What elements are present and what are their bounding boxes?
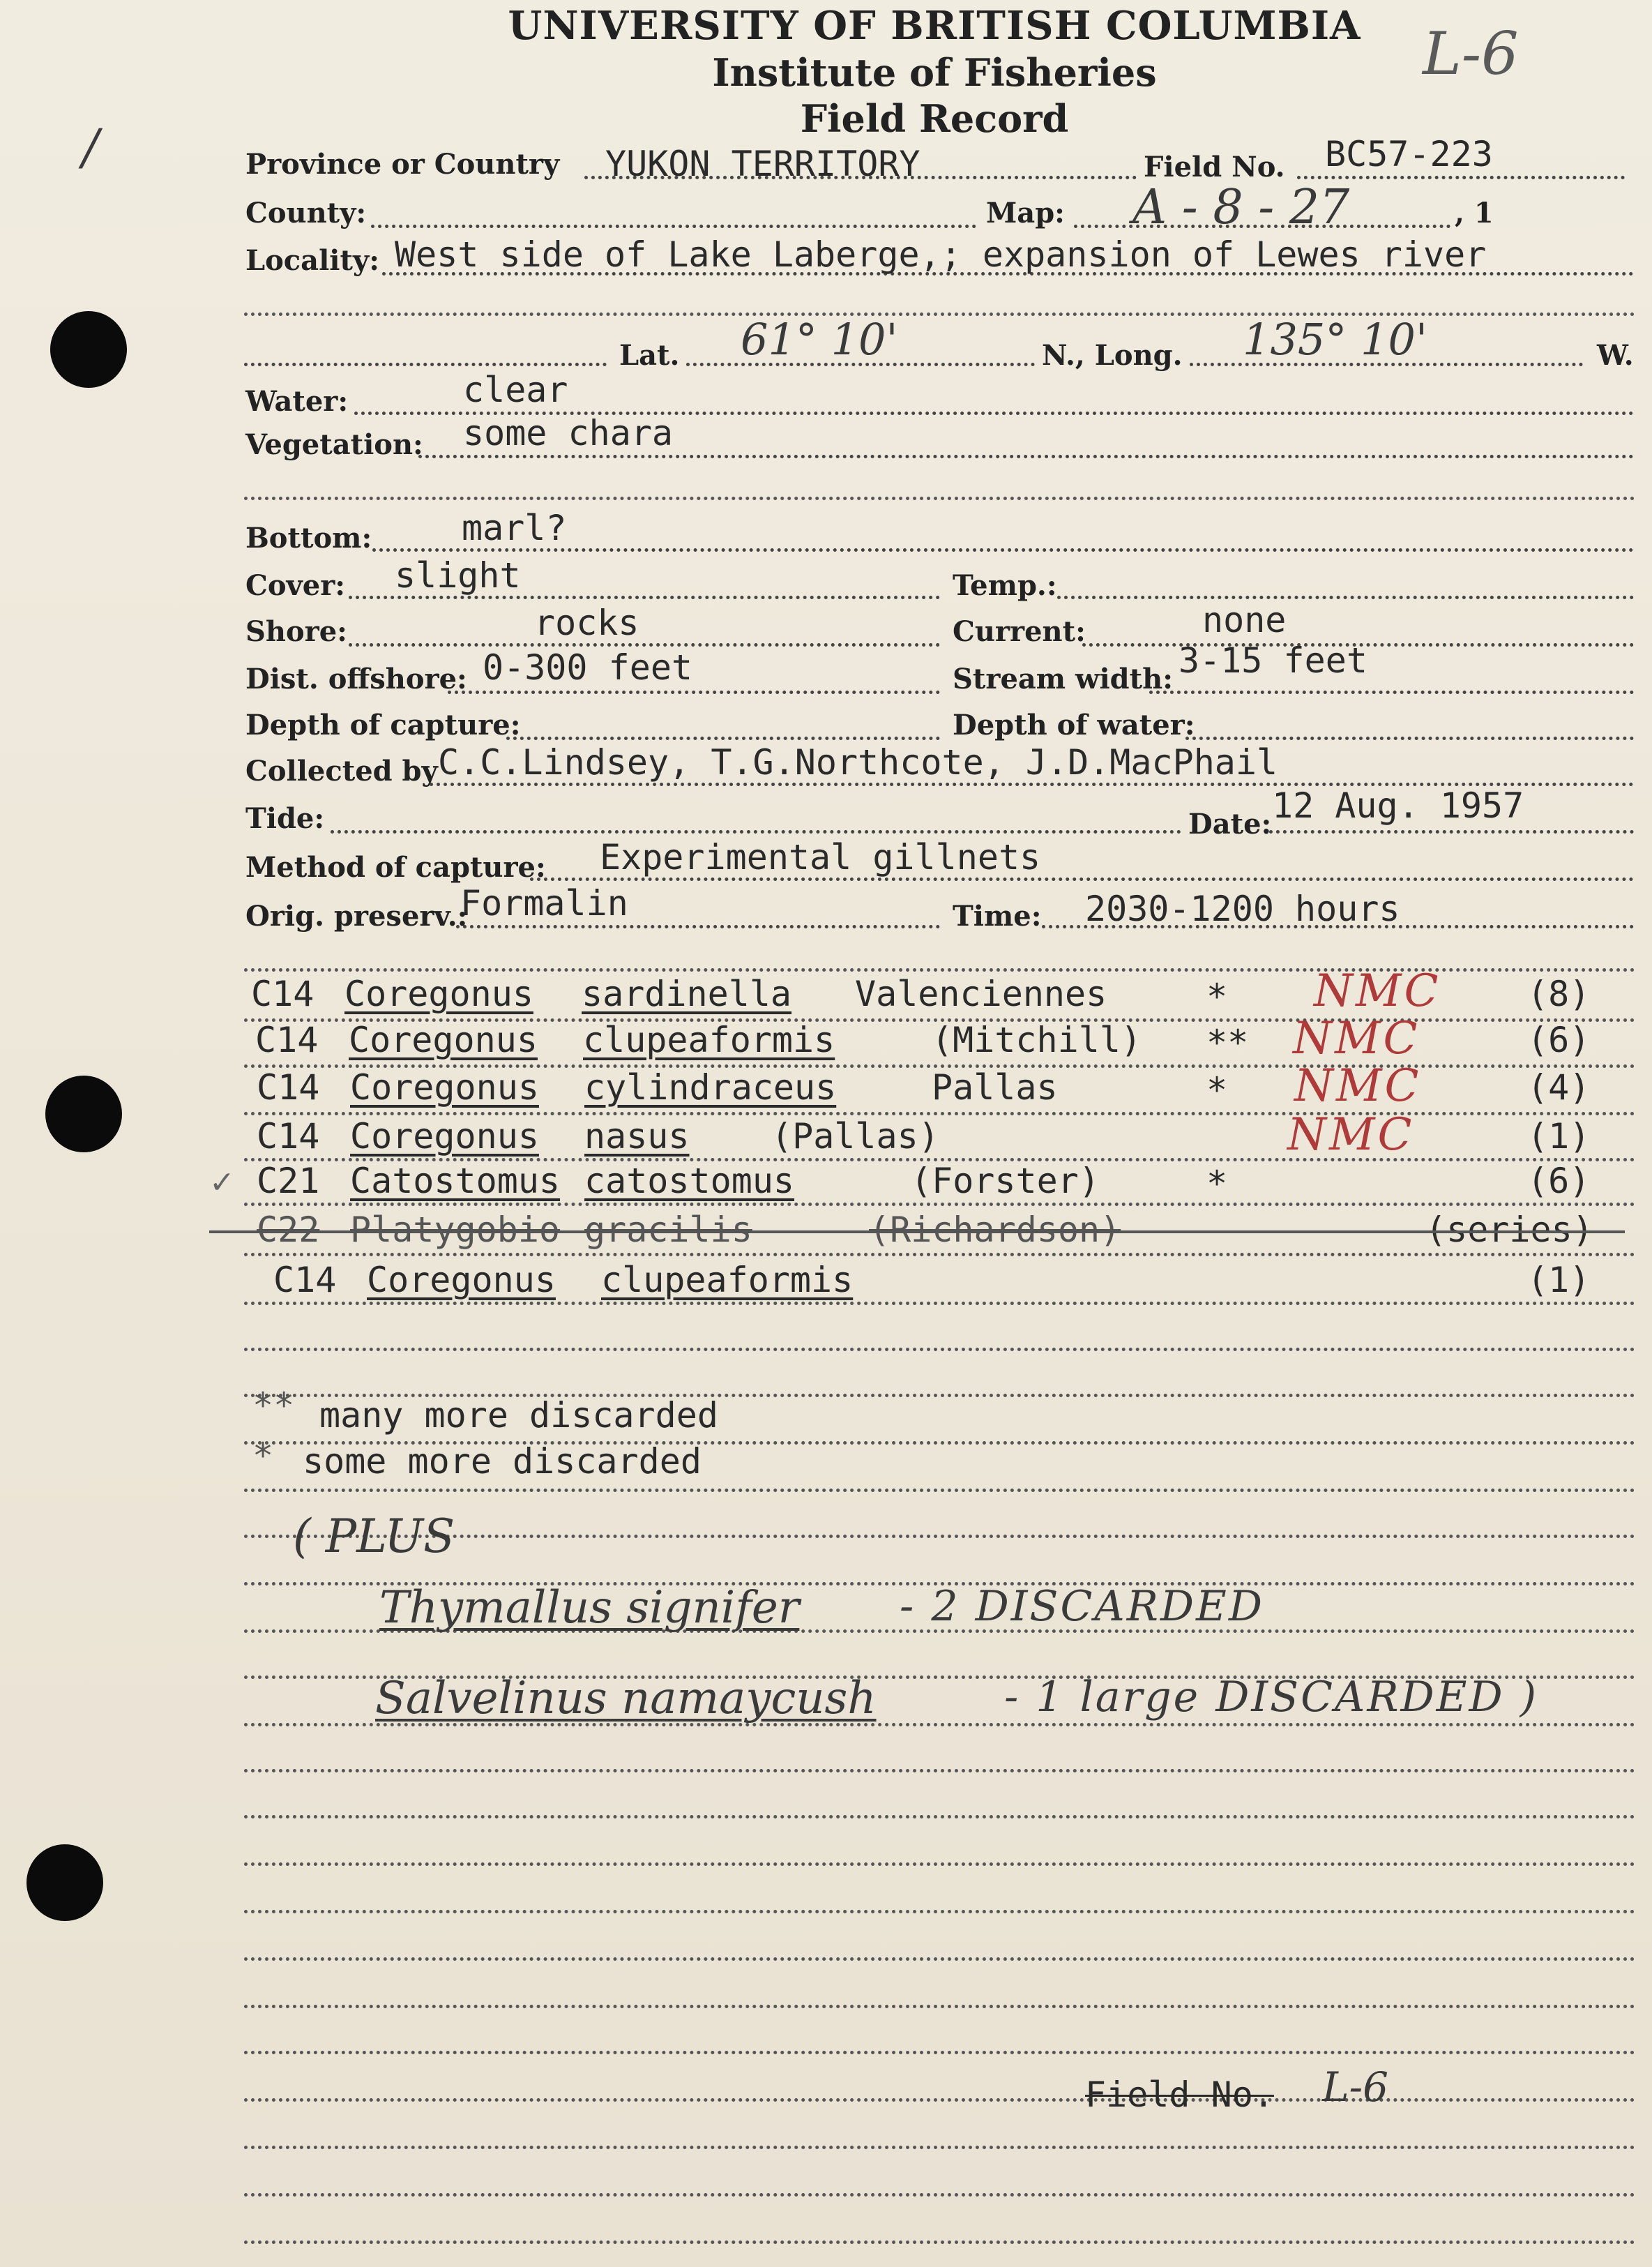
depth-water-leader [1185, 737, 1634, 740]
handwritten-plus: ( PLUS [293, 1509, 455, 1563]
species-2-code: C14 [255, 1020, 319, 1060]
west-label: W. [1597, 339, 1634, 372]
species-7-code: C14 [273, 1260, 337, 1300]
species-3-species: cylindraceus [584, 1067, 837, 1108]
species-1-mark: * [1206, 977, 1228, 1017]
cover-label: Cover: [245, 569, 346, 602]
tide-leader [331, 830, 1181, 834]
ruled-line-20 [244, 1862, 1635, 1866]
species-5-species: catostomus [584, 1161, 795, 1201]
species-1-code: C14 [251, 974, 315, 1014]
form-title: Field Record [800, 96, 1069, 141]
map-label: Map: [986, 197, 1065, 229]
species-2-author: (Mitchill) [932, 1020, 1142, 1060]
species-1-museum: NMC [1314, 965, 1441, 1017]
species-1-genus: Coregonus [344, 974, 533, 1014]
ruled-line-21 [244, 1910, 1635, 1913]
species-4-genus: Coregonus [350, 1116, 539, 1157]
depth-water-label: Depth of water: [953, 709, 1195, 741]
bottom-value: marl? [462, 508, 567, 548]
species-5-author: (Forster) [911, 1161, 1100, 1201]
ruled-line-23 [244, 2005, 1635, 2008]
species-3-count: (4) [1527, 1067, 1591, 1108]
time-label: Time: [953, 900, 1042, 933]
ruled-line-7 [244, 1253, 1635, 1256]
corner-mark: L-6 [1423, 20, 1519, 88]
vegetation-continuation-line [244, 497, 1635, 500]
method-leader [530, 878, 1634, 881]
ruled-line-22 [244, 1957, 1635, 1961]
handwritten-thymallus: Thymallus signifer [379, 1582, 800, 1634]
ruled-line-26 [244, 2146, 1635, 2149]
ruled-line-12 [244, 1489, 1635, 1492]
time-value: 2030-1200 hours [1085, 889, 1400, 929]
species-4-author: (Pallas) [771, 1116, 939, 1157]
date-label: Date: [1188, 808, 1272, 841]
species-6-count: (series) [1425, 1210, 1593, 1250]
long-label: N., Long. [1042, 339, 1183, 372]
ruled-line-18 [244, 1769, 1635, 1772]
temp-label: Temp.: [953, 569, 1057, 602]
species-6-strike-line [209, 1230, 1625, 1233]
species-3-museum: NMC [1294, 1060, 1422, 1112]
date-value: 12 Aug. 1957 [1272, 785, 1524, 826]
species-5-mark: * [1206, 1163, 1228, 1204]
punch-hole-top [50, 311, 127, 388]
handwritten-salvelinus-note: - 1 large DISCARDED ) [1004, 1673, 1539, 1722]
species-4-museum: NMC [1287, 1109, 1415, 1161]
university-title: UNIVERSITY OF BRITISH COLUMBIA [508, 3, 1361, 49]
ruled-line-19 [244, 1815, 1635, 1818]
species-4-count: (1) [1527, 1116, 1591, 1157]
date-leader [1269, 830, 1634, 834]
vegetation-leader [418, 455, 1634, 458]
species-6-species: gracilis [584, 1210, 752, 1250]
species-3-genus: Coregonus [350, 1067, 539, 1108]
species-1-author: Valenciennes [855, 974, 1107, 1014]
locality-value: West side of Lake Laberge,; expansion of Lewes river [395, 234, 1487, 275]
species-7-genus: Coregonus [367, 1260, 556, 1300]
species-1-count: (8) [1527, 974, 1591, 1014]
bottom-label: Bottom: [245, 522, 372, 555]
lat-leading-line [244, 363, 607, 366]
stream-width-label: Stream width: [953, 663, 1173, 695]
province-label: Province or Country [245, 148, 560, 181]
cover-leader [349, 596, 940, 599]
vegetation-label: Vegetation: [245, 428, 423, 461]
depth-capture-leader [506, 737, 940, 740]
water-label: Water: [245, 385, 349, 418]
note-some-discarded: some more discarded [303, 1441, 702, 1482]
temp-leader [1057, 596, 1634, 599]
cover-value: slight [395, 555, 521, 596]
county-label: County: [245, 197, 367, 229]
map-suffix: , 1 [1455, 197, 1494, 229]
species-4-species: nasus [584, 1116, 690, 1157]
ruled-line-25 [244, 2098, 1635, 2102]
species-6-code: C22 [257, 1210, 320, 1250]
species-3-mark: * [1206, 1070, 1228, 1110]
depth-capture-label: Depth of capture: [245, 709, 521, 741]
dist-offshore-label: Dist. offshore: [245, 663, 467, 695]
species-5-code: C21 [257, 1161, 320, 1201]
lat-value: 61° 10' [741, 314, 898, 365]
species-7-species: clupeaformis [601, 1260, 854, 1300]
map-value: A - 8 - 27 [1132, 180, 1350, 235]
vegetation-value: some chara [463, 413, 674, 453]
orig-preserv-value: Formalin [460, 883, 628, 924]
method-label: Method of capture: [245, 851, 546, 884]
species-3-code: C14 [257, 1067, 320, 1108]
province-value: YUKON TERRITORY [605, 144, 920, 184]
species-2-species: clupeaformis [583, 1020, 835, 1060]
collected-by-value: C.C.Lindsey, T.G.Northcote, J.D.MacPhail [438, 742, 1278, 783]
field-no-value: BC57-223 [1325, 134, 1493, 174]
shore-value: rocks [534, 603, 639, 643]
species-2-count: (6) [1527, 1020, 1591, 1060]
note-many-discarded: many more discarded [319, 1395, 718, 1436]
long-value: 135° 10' [1243, 314, 1427, 365]
species-5-count: (6) [1527, 1161, 1591, 1201]
collected-by-label: Collected by [245, 755, 438, 788]
footer-field-no-value: L-6 [1322, 2063, 1389, 2111]
stream-width-value: 3-15 feet [1179, 640, 1367, 681]
ruled-line-6 [244, 1203, 1635, 1206]
note-single-asterisk: * [252, 1436, 274, 1476]
ruled-line-24 [244, 2051, 1635, 2054]
species-5-check-icon: ✓ [209, 1165, 235, 1200]
ruled-line-28 [244, 2240, 1635, 2244]
shore-label: Shore: [245, 615, 347, 648]
stream-width-leader [1149, 691, 1634, 694]
institute-title: Institute of Fisheries [712, 50, 1157, 95]
shore-leader [349, 643, 940, 647]
orig-preserv-label: Orig. preserv.: [245, 900, 468, 933]
species-7-count: (1) [1527, 1260, 1591, 1300]
lat-label: Lat. [619, 339, 680, 372]
punch-hole-bottom [26, 1844, 103, 1921]
species-6-genus: Platygobio [350, 1210, 561, 1250]
orig-preserv-leader [456, 925, 940, 928]
current-label: Current: [953, 615, 1086, 648]
handwritten-thymallus-note: - 2 DISCARDED [900, 1582, 1264, 1631]
current-value: none [1202, 600, 1287, 640]
species-2-museum: NMC [1293, 1013, 1420, 1064]
species-5-genus: Catostomus [350, 1161, 561, 1201]
note-double-asterisk: ** [252, 1385, 295, 1426]
species-2-genus: Coregonus [349, 1020, 538, 1060]
field-no-leader [1297, 176, 1625, 179]
ruled-line-4 [244, 1112, 1635, 1115]
species-3-author: Pallas [932, 1067, 1058, 1108]
ruled-line-8 [244, 1302, 1635, 1305]
locality-label: Locality: [245, 244, 379, 277]
punch-hole-middle [45, 1076, 122, 1152]
field-no-label: Field No. [1144, 151, 1285, 183]
dist-offshore-value: 0-300 feet [483, 647, 693, 688]
ruled-line-27 [244, 2193, 1635, 2197]
county-leader [371, 225, 976, 228]
species-4-code: C14 [257, 1116, 320, 1157]
method-value: Experimental gillnets [600, 837, 1041, 878]
species-6-author: (Richardson) [869, 1210, 1121, 1250]
margin-tick: / [82, 119, 99, 176]
bottom-leader [372, 548, 1634, 552]
dist-offshore-leader [448, 691, 940, 694]
ruled-line-9 [244, 1348, 1635, 1351]
handwritten-salvelinus: Salvelinus namaycush [375, 1673, 877, 1724]
water-value: clear [463, 370, 568, 410]
tide-label: Tide: [245, 802, 325, 835]
species-1-species: sardinella [582, 974, 792, 1014]
species-2-mark: ** [1206, 1023, 1249, 1063]
footer-field-no-label: Field No. [1085, 2074, 1274, 2115]
